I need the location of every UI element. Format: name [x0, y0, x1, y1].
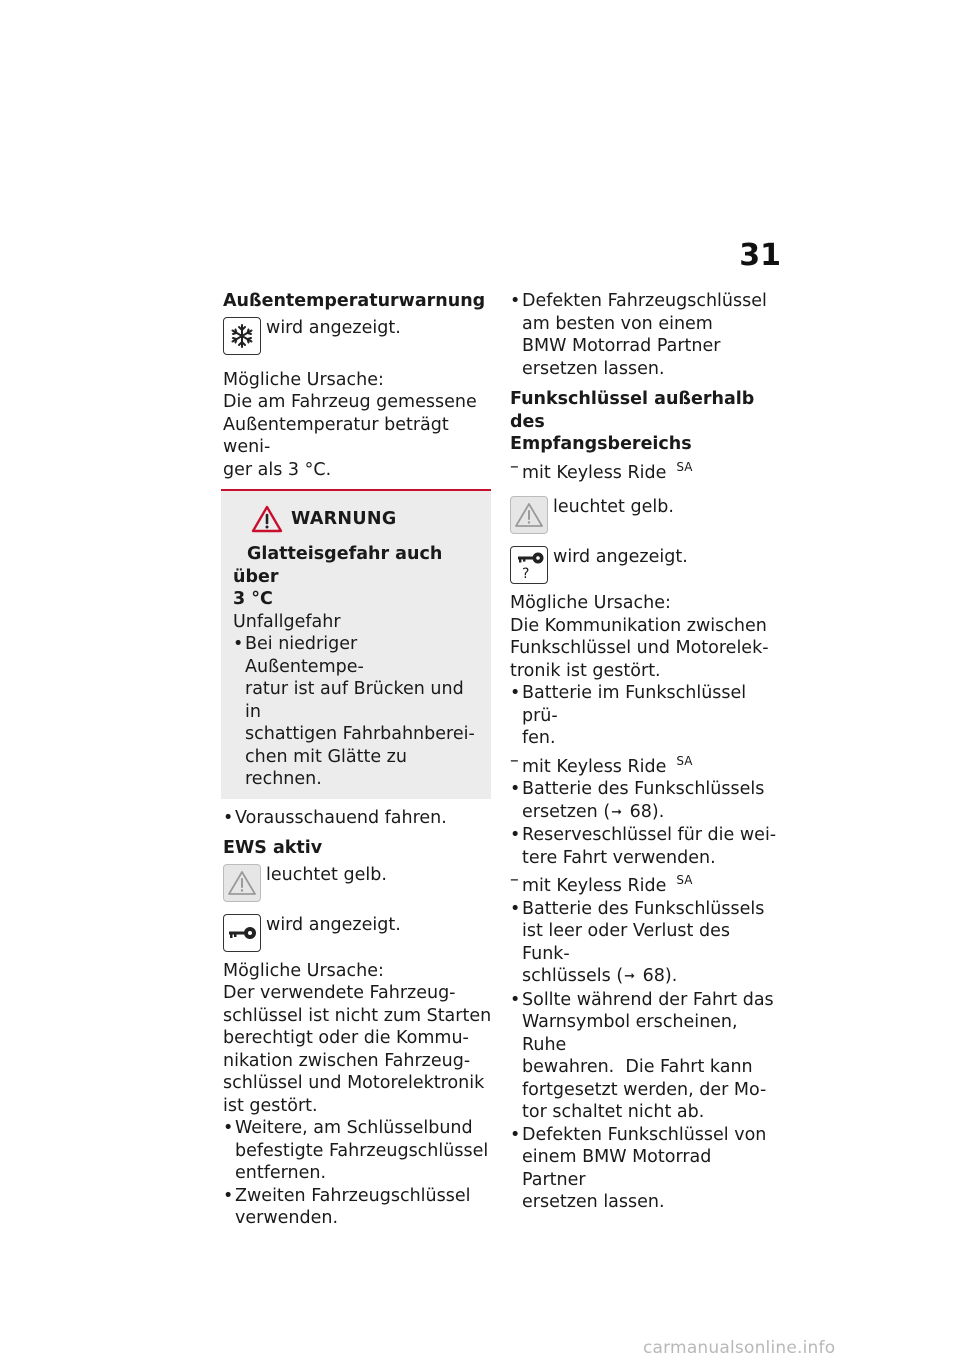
symbol-description: wird angezeigt. — [266, 914, 401, 935]
bullet-line: befestigte Fahrzeugschlüssel — [235, 1140, 489, 1161]
cause-line: Funkschlüssel und Motorelek- — [510, 638, 769, 658]
cause-line: berechtigt oder die Kommu- — [223, 1028, 469, 1048]
bullet-line: BMW Motorrad Partner — [522, 336, 721, 356]
warning-title: WARNUNG — [291, 508, 397, 529]
bullet-line: Sollte während der Fahrt das — [522, 989, 774, 1010]
cause-line: ger als 3 °C. — [223, 459, 332, 480]
bullet-line: ist leer oder Verlust des Funk- — [522, 921, 730, 964]
symbol-row-key — [223, 914, 495, 952]
bullet-line: Batterie des Funkschlüssels — [522, 779, 765, 799]
bullet-line — [522, 801, 780, 825]
page-reference[interactable]: 68). — [624, 801, 665, 822]
page-reference[interactable]: 68). — [637, 966, 678, 986]
cause-line: Die Kommunikation zwischen — [510, 615, 767, 636]
bullet-line: Reserveschlüssel für die wei- — [522, 825, 777, 845]
sa-marker: SA — [676, 873, 693, 887]
svg-text:?: ? — [522, 566, 530, 581]
cause-label: Mögliche Ursache: — [223, 960, 384, 981]
bullet-line: ersetzen lassen. — [522, 1192, 665, 1212]
symbol-description: leuchtet gelb. — [266, 864, 387, 885]
bullet-line: fortgesetzt werden, der Mo- — [522, 1079, 767, 1100]
bullet-line: ratur ist auf Brücken und in — [245, 679, 464, 722]
cause-line: schlüssel ist nicht zum Starten — [223, 1005, 492, 1026]
bullet-line: ersetzen lassen. — [522, 358, 665, 379]
bullet-line: bewahren. Die Fahrt kann — [522, 1057, 753, 1077]
bullet-line — [522, 965, 780, 989]
section-heading-radio-key-cont: Empfangsbereichs — [510, 434, 692, 454]
bullet-line: einem BMW Motorrad Partner — [522, 1147, 712, 1190]
dash-keyless-ride: – mit Keyless Ride $^{SA}$ — [510, 456, 693, 483]
dash-keyless-ride: – mit Keyless Ride $^{SA}$ — [510, 750, 693, 777]
bullet-battery-empty: • Batterie des Funkschlüssels ist leer oder Verlust des Funk- schlüssels (➞ 68). — [510, 898, 780, 989]
bullet-line: fen. — [522, 728, 556, 748]
key-icon — [223, 914, 261, 952]
cause-line: nikation zwischen Fahrzeug- — [223, 1050, 471, 1071]
cause-line: Außentemperatur beträgt weni- — [223, 414, 449, 457]
bullet-line: Bei niedriger Außentempe- — [245, 634, 364, 677]
symbol-row-warning — [510, 496, 780, 534]
dash-text: mit Keyless Ride — [522, 756, 667, 777]
cause-label: Mögliche Ursache: — [510, 593, 671, 613]
bullet-text: ersetzen ( — [522, 801, 611, 822]
bullet-line: tere Fahrt verwenden. — [522, 847, 716, 868]
bullet-second-key: • Zweiten Fahrzeugschlüssel verwenden. — [223, 1185, 495, 1230]
bullet-replace-radio-key: • Defekten Funkschlüssel von einem BMW Motorrad Partner ersetzen lassen. — [510, 1124, 780, 1214]
snowflake-icon — [223, 317, 261, 355]
sa-marker: SA — [676, 753, 693, 768]
right-column — [510, 290, 780, 1214]
cause-line: Der verwendete Fahrzeug- — [223, 983, 456, 1003]
bullet-check-battery: • Batterie im Funkschlüssel prü- fen. — [510, 682, 780, 750]
watermark: carmanualsonline.info — [643, 1338, 836, 1358]
dash-keyless-ride: – mit Keyless Ride $^{SA}$ — [510, 870, 693, 896]
warning-box — [221, 489, 491, 799]
bullet-drive-ahead: • Vorausschauend fahren. — [223, 807, 495, 830]
bullet-line: Defekten Fahrzeugschlüssel — [522, 291, 767, 311]
warning-risk: Unfallgefahr — [233, 611, 341, 632]
symbol-description: leuchtet gelb. — [553, 497, 674, 517]
symbol-row-snowflake — [223, 317, 495, 355]
section-heading-radio-key: Funkschlüssel außerhalb des — [510, 389, 755, 432]
reference-arrow-icon[interactable]: ➞ — [611, 804, 623, 820]
cause-label: Mögliche Ursache: — [223, 369, 384, 390]
bullet-line: verwenden. — [235, 1208, 339, 1228]
warning-subtitle: Glatteisgefahr auch über — [233, 544, 443, 587]
bullet-line: Warnsymbol erscheinen, Ruhe — [522, 1012, 738, 1055]
bullet-line: Batterie des Funkschlüssels — [522, 898, 765, 919]
warning-triangle-icon — [251, 505, 283, 533]
bullet-replace-battery: • Batterie des Funkschlüssels ersetzen (➞ 68). — [510, 778, 780, 824]
warning-header — [251, 505, 477, 533]
symbol-row-key-question — [510, 546, 780, 584]
cause-line: tronik ist gestört. — [510, 660, 661, 681]
bullet-line: chen mit Glätte zu rechnen. — [245, 746, 407, 789]
bullet-line: entfernen. — [235, 1163, 327, 1183]
reference-arrow-icon[interactable]: ➞ — [624, 969, 636, 984]
bullet-line: Weitere, am Schlüsselbund — [235, 1118, 473, 1138]
bullet-stay-calm: • Sollte während der Fahrt das Warnsymbol erscheinen, Ruhe bewahren. Die Fahrt kann fortgesetzt werden, der Mo- tor schaltet nicht ab. — [510, 989, 780, 1124]
section-heading-outside-temp: Außentemperaturwarnung — [223, 291, 486, 311]
bullet-spare-key: • Reserveschlüssel für die wei- tere Fahrt verwenden. — [510, 824, 780, 869]
bullet-line: Batterie im Funkschlüssel prü- — [522, 683, 747, 726]
cause-line: Die am Fahrzeug gemessene — [223, 392, 477, 412]
left-column — [223, 290, 495, 1230]
dash-text: mit Keyless Ride — [522, 876, 667, 896]
bullet-replace-key: • Defekten Fahrzeugschlüssel am besten von einem BMW Motorrad Partner ersetzen lassen. — [510, 290, 780, 380]
symbol-description: wird angezeigt. — [266, 317, 401, 338]
bullet-line: Zweiten Fahrzeugschlüssel — [235, 1185, 471, 1206]
section-heading-ews: EWS aktiv — [223, 838, 323, 858]
symbol-row-warning — [223, 864, 495, 902]
cause-line: schlüssel und Motorelektronik — [223, 1073, 485, 1093]
warning-triangle-icon — [510, 496, 548, 534]
symbol-description: wird angezeigt. — [553, 547, 688, 567]
warning-bullet: • Bei niedriger Außentempe- ratur ist auf Brücken und in schattigen Fahrbahnberei- chen mit Glätte zu rechnen. — [233, 633, 477, 791]
bullet-line: Defekten Funkschlüssel von — [522, 1124, 767, 1145]
bullet-line: Vorausschauend fahren. — [235, 807, 447, 828]
warning-triangle-icon — [223, 864, 261, 902]
bullet-line: schattigen Fahrbahnberei- — [245, 724, 475, 744]
page-number: 31 — [739, 238, 781, 273]
key-question-icon — [510, 546, 548, 584]
sa-marker: SA — [676, 459, 693, 474]
bullet-remove-keys: • Weitere, am Schlüsselbund befestigte Fahrzeugschlüssel entfernen. — [223, 1117, 495, 1185]
cause-line: ist gestört. — [223, 1095, 318, 1116]
dash-text: mit Keyless Ride — [522, 462, 667, 483]
bullet-line: am besten von einem — [522, 313, 713, 334]
bullet-line: tor schaltet nicht ab. — [522, 1102, 705, 1122]
warning-subtitle-cont: 3 °C — [233, 589, 273, 609]
bullet-text: schlüssels ( — [522, 966, 624, 986]
